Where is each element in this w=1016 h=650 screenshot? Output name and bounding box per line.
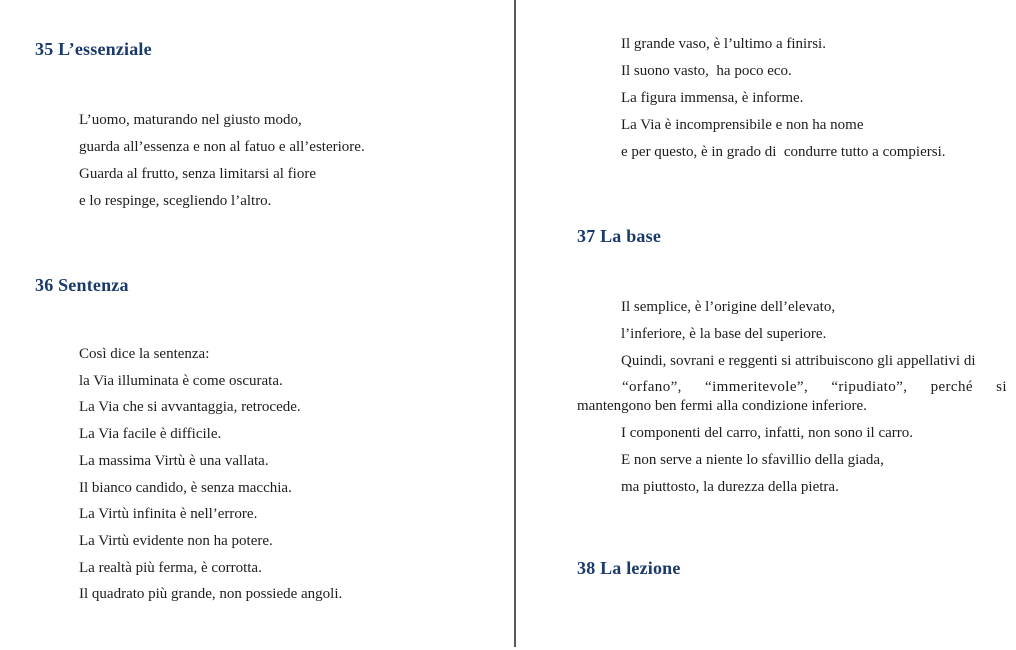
- text-line: Il suono vasto, ha poco eco.: [621, 63, 792, 79]
- verse-block-37-a: [577, 294, 1007, 375]
- verse-block-36-continued: [577, 31, 1007, 166]
- text-line: Quindi, sovrani e reggenti si attribuiscono gli appellativi di: [621, 353, 976, 369]
- text-line: La figura immensa, è informe.: [621, 90, 804, 106]
- text-line: guarda all’essenza e non al fatuo e all’esteriore.: [79, 139, 365, 155]
- text-line: e per questo, è in grado di condurre tutto a compiersi.: [621, 144, 946, 160]
- page-left: [35, 0, 482, 650]
- verse-block-35: [35, 107, 482, 215]
- text-line: Il grande vaso, è l’ultimo a finirsi.: [621, 36, 826, 52]
- page-right: [577, 0, 1007, 650]
- verse-block-36: [35, 341, 482, 608]
- text-line: La Via che si avvantaggia, retrocede.: [79, 399, 301, 416]
- text-line: La Virtù evidente non ha potere.: [79, 532, 273, 549]
- text-line: e lo respinge, scegliendo l’altro.: [79, 193, 272, 209]
- chapter-heading-37: 37 La base: [577, 226, 662, 246]
- text-line: Il bianco candido, è senza macchia.: [79, 479, 292, 496]
- text-line: Il semplice, è l’origine dell’elevato,: [621, 299, 836, 315]
- text-line: Il quadrato più grande, non possiede angoli.: [79, 586, 343, 603]
- text-line: la Via illuminata è come oscurata.: [79, 372, 283, 389]
- text-line: L’uomo, maturando nel giusto modo,: [79, 112, 302, 128]
- text-line: La realtà più ferma, è corrotta.: [79, 559, 262, 576]
- justified-quote-line: “orfano”, “immeritevole”, “ripudiato”, perché si: [622, 379, 1007, 395]
- text-line: ma piuttosto, la durezza della pietra.: [621, 479, 839, 495]
- chapter-heading-38: 38 La lezione: [577, 558, 681, 578]
- text-line: La massima Virtù è una vallata.: [79, 452, 269, 469]
- text-line: La Via è incomprensibile e non ha nome: [621, 117, 864, 133]
- wrapped-continuation-line: mantengono ben fermi alla condizione inferiore.: [577, 398, 867, 414]
- verse-block-37-b: [577, 420, 1007, 501]
- text-line: La Via facile è difficile.: [79, 426, 222, 443]
- text-line: Guarda al frutto, senza limitarsi al fiore: [79, 166, 316, 182]
- text-line: l’inferiore, è la base del superiore.: [621, 326, 827, 342]
- text-line: E non serve a niente lo sfavillio della giada,: [621, 452, 884, 468]
- text-line: La Virtù infinita è nell’errore.: [79, 506, 258, 523]
- page-divider: [514, 0, 516, 647]
- chapter-heading-36: 36 Sentenza: [35, 275, 129, 295]
- text-line: I componenti del carro, infatti, non sono il carro.: [621, 425, 913, 441]
- chapter-heading-35: 35 L’essenziale: [35, 39, 152, 59]
- text-line: Così dice la sentenza:: [79, 346, 210, 362]
